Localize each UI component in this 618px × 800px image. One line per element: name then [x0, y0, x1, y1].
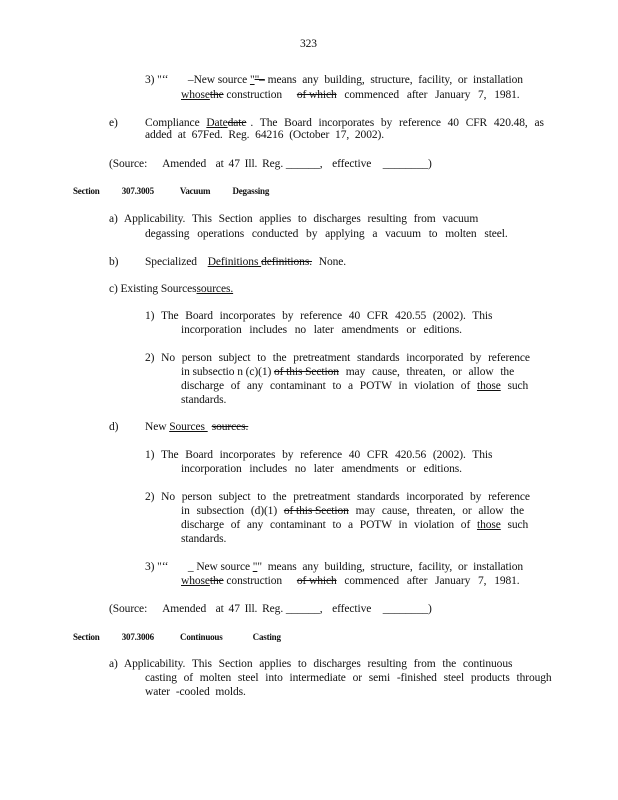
- text: ______,: [285, 158, 323, 170]
- section-title: Continuous: [180, 632, 223, 642]
- deleted-text: the: [209, 575, 224, 587]
- paragraph-line: [181, 505, 524, 518]
- paragraph-line: [181, 89, 520, 102]
- text: may cause, threaten, or allow the: [338, 366, 515, 378]
- item-label: e): [109, 117, 118, 129]
- text: Specialized: [145, 256, 200, 268]
- paragraph-line: incorporation includes no later amendments or editions.: [181, 463, 462, 475]
- text: discharge of any contaminant to a POTW in violation of: [181, 519, 477, 531]
- text: effective: [332, 603, 372, 615]
- text: –New source: [187, 74, 250, 86]
- deleted-text: of which: [296, 89, 337, 101]
- text: commenced after January 7, 1981.: [336, 575, 520, 587]
- text: . The Board incorporates by reference 40 CFR 420.48, as: [250, 117, 544, 129]
- text: _ New source: [187, 561, 253, 573]
- text: (Source:: [109, 158, 148, 170]
- paragraph-line: [181, 366, 514, 379]
- paragraph-line: added at 67Fed. Reg. 64216 (October 17, 2002).: [145, 129, 385, 141]
- section-title: Casting: [252, 632, 281, 642]
- text: New: [145, 421, 170, 433]
- item-number: 3) "‘‘: [145, 561, 169, 573]
- text: commenced after January 7, 1981.: [336, 89, 520, 101]
- text: None.: [315, 256, 347, 268]
- paragraph-line: [109, 283, 233, 296]
- text: (Source:: [109, 603, 148, 615]
- source-note: [109, 158, 432, 171]
- section-heading: [73, 185, 269, 198]
- section-label: Section: [73, 632, 100, 642]
- paragraph-line: a) Applicability. This Section applies to discharges resulting from vacuum: [109, 213, 479, 225]
- text: Amended: [162, 603, 207, 615]
- text: c) Existing Sources: [109, 283, 197, 295]
- item-label: b): [109, 256, 119, 268]
- deleted-text: the: [209, 89, 224, 101]
- section-label: Section: [73, 186, 100, 196]
- text: construction: [223, 575, 285, 587]
- deleted-text: of which: [296, 575, 337, 587]
- paragraph-line: 1) The Board incorporates by reference 40 CFR 420.55 (2002). This: [145, 310, 493, 322]
- text: discharge of any contaminant to a POTW in violation of: [181, 380, 477, 392]
- inserted-text: those: [476, 519, 501, 531]
- deleted-text: date: [227, 117, 247, 129]
- source-note: [109, 603, 432, 616]
- text: may cause, threaten, or allow the: [348, 505, 524, 517]
- item-label: d): [109, 421, 119, 433]
- inserted-text: Date: [206, 117, 228, 129]
- paragraph-line: degassing operations conducted by applying a vacuum to molten steel.: [145, 228, 508, 240]
- section-title: Degassing: [232, 186, 270, 196]
- paragraph-line: water -cooled molds.: [145, 686, 246, 698]
- paragraph-line: [109, 117, 118, 130]
- paragraph-line: 1) The Board incorporates by reference 40 CFR 420.56 (2002). This: [145, 449, 493, 461]
- paragraph-line: incorporation includes no later amendments or editions.: [181, 324, 462, 336]
- text: Amended: [162, 158, 207, 170]
- text: at 47 Ill. Reg.: [215, 603, 284, 615]
- text: in subsection (d)(1): [181, 505, 284, 517]
- text: such: [500, 380, 529, 392]
- text: ______,: [285, 603, 323, 615]
- paragraph-line: [145, 74, 523, 87]
- text: construction: [223, 89, 285, 101]
- paragraph-line: 2) No person subject to the pretreatment standards incorporated by reference: [145, 491, 530, 503]
- inserted-text: whose: [181, 89, 210, 101]
- item-number: 3) "‘‘: [145, 74, 169, 86]
- inserted-text: those: [476, 380, 501, 392]
- text: such: [500, 519, 529, 531]
- paragraph-line: [145, 256, 346, 269]
- inserted-text: sources.: [196, 283, 234, 295]
- paragraph-line: [181, 575, 520, 588]
- inserted-text: whose: [181, 575, 210, 587]
- paragraph-line: [145, 561, 523, 574]
- paragraph-line: casting of molten steel into intermediate or semi -finished steel products through: [145, 672, 552, 684]
- deleted-text: definitions.: [261, 256, 312, 268]
- paragraph-line: standards.: [181, 394, 227, 406]
- text: means any building, structure, facility, or installation: [267, 74, 523, 86]
- deleted-text: of this Section: [283, 505, 349, 517]
- text: ________): [382, 158, 432, 170]
- inserted-text: Definitions: [207, 256, 262, 268]
- paragraph-line: [181, 380, 528, 393]
- text: " means any building, structure, facility, or installation: [257, 561, 524, 573]
- paragraph-line: 2) No person subject to the pretreatment standards incorporated by reference: [145, 352, 530, 364]
- paragraph-line: standards.: [181, 533, 227, 545]
- section-heading: [73, 631, 281, 644]
- section-title: Vacuum: [179, 186, 211, 196]
- text: in subsectio n (c)(1): [181, 366, 274, 378]
- paragraph-line: [109, 421, 118, 434]
- paragraph-line: [181, 519, 528, 532]
- paragraph-line: a) Applicability. This Section applies to discharges resulting from the continuous: [109, 658, 513, 670]
- inserted-text: ": [249, 74, 255, 86]
- text: at 47 Ill. Reg.: [215, 158, 284, 170]
- paragraph-line: [109, 256, 118, 269]
- paragraph-line: [145, 421, 248, 434]
- deleted-text: "–: [254, 74, 265, 86]
- text: ________): [382, 603, 432, 615]
- deleted-text: sources.: [211, 421, 249, 433]
- inserted-text: ": [252, 561, 258, 573]
- text: effective: [332, 158, 372, 170]
- inserted-text: Sources: [169, 421, 208, 433]
- section-number: 307.3006: [121, 632, 154, 642]
- deleted-text: of this Section: [273, 366, 339, 378]
- section-number: 307.3005: [121, 186, 154, 196]
- page-number: 323: [300, 38, 317, 50]
- text: Compliance: [145, 117, 203, 129]
